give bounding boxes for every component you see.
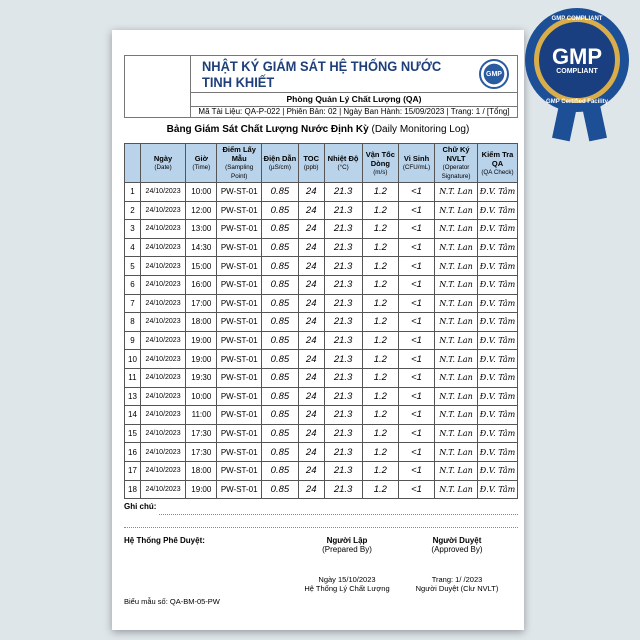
table-cell: 10 (125, 350, 141, 369)
table-cell: 1.2 (362, 461, 398, 480)
date-line-2: Hệ Thống Lý Chất Lượng (304, 584, 390, 593)
table-cell: 24 (298, 313, 324, 332)
table-cell: 1.2 (362, 313, 398, 332)
approved-en: (Approved By) (431, 545, 483, 554)
table-title (112, 124, 524, 135)
table-cell: Đ.V. Tâm (478, 387, 518, 406)
table-row (125, 238, 518, 257)
badge-main-text: GMP (551, 43, 603, 69)
table-cell: <1 (399, 238, 435, 257)
table-cell: 6 (125, 275, 141, 294)
page-line-2: Người Duyệt (Clư NVLT) (415, 584, 499, 593)
table-cell: <1 (399, 313, 435, 332)
table-cell: PW-ST-01 (217, 387, 262, 406)
table-cell: 24 (298, 387, 324, 406)
table-cell: Đ.V. Tâm (478, 406, 518, 425)
table-cell: 0.85 (261, 406, 298, 425)
badge-bottom-text: GMP Certified Facility (546, 99, 608, 105)
column-header: Vận Tốc Dòng (m/s) (362, 144, 398, 183)
table-cell: 0.85 (261, 424, 298, 443)
table-cell: 13 (125, 387, 141, 406)
table-cell: <1 (399, 275, 435, 294)
table-cell: PW-ST-01 (217, 461, 262, 480)
table-cell: 21.3 (324, 313, 362, 332)
table-cell: 21.3 (324, 294, 362, 313)
table-cell: 24/10/2023 (140, 183, 185, 202)
table-cell: PW-ST-01 (217, 443, 262, 462)
table-cell: 19:00 (186, 480, 217, 499)
table-cell: Đ.V. Tâm (478, 368, 518, 387)
table-cell: N.T. Lan (435, 313, 478, 332)
table-cell: N.T. Lan (435, 406, 478, 425)
table-cell: 16 (125, 443, 141, 462)
prepared-vi: Người Lập (326, 536, 368, 545)
table-cell: 1.2 (362, 331, 398, 350)
table-cell: 7 (125, 294, 141, 313)
table-cell: 24/10/2023 (140, 257, 185, 276)
table-cell: N.T. Lan (435, 424, 478, 443)
table-row (125, 350, 518, 369)
table-cell: 1.2 (362, 238, 398, 257)
table-cell: Đ.V. Tâm (478, 257, 518, 276)
table-cell: 24/10/2023 (140, 480, 185, 499)
table-cell: 24/10/2023 (140, 331, 185, 350)
table-cell: <1 (399, 183, 435, 202)
table-cell: 18:00 (186, 461, 217, 480)
table-cell: 24 (298, 424, 324, 443)
table-cell: 24 (298, 443, 324, 462)
table-cell: N.T. Lan (435, 294, 478, 313)
gmp-compliant-badge (525, 8, 629, 112)
table-cell: PW-ST-01 (217, 257, 262, 276)
table-cell: 1.2 (362, 350, 398, 369)
table-cell: 14 (125, 406, 141, 425)
table-row (125, 331, 518, 350)
subtitle-en: (Daily Monitoring Log) (371, 124, 470, 135)
table-cell: 0.85 (261, 201, 298, 220)
table-cell: Đ.V. Tâm (478, 220, 518, 239)
table-cell: PW-ST-01 (217, 350, 262, 369)
table-cell: 21.3 (324, 275, 362, 294)
table-cell: Đ.V. Tâm (478, 275, 518, 294)
table-cell: 21.3 (324, 350, 362, 369)
table-cell: 24 (298, 461, 324, 480)
table-cell: 24/10/2023 (140, 275, 185, 294)
table-row (125, 443, 518, 462)
document-title: NHẬT KÝ GIÁM SÁT HỆ THỐNG NƯỚC TINH KHIẾT (201, 58, 442, 90)
table-cell: 21.3 (324, 183, 362, 202)
table-cell: 21.3 (324, 480, 362, 499)
table-cell: 21.3 (324, 368, 362, 387)
table-cell: <1 (399, 368, 435, 387)
notes-section (124, 502, 518, 528)
table-row (125, 201, 518, 220)
table-cell: 1.2 (362, 220, 398, 239)
table-cell: 19:00 (186, 331, 217, 350)
prepared-by (307, 536, 387, 554)
table-cell: 17:30 (186, 424, 217, 443)
table-cell: 11:00 (186, 406, 217, 425)
table-cell: PW-ST-01 (217, 368, 262, 387)
badge-sub-text: COMPLIANT (556, 67, 598, 75)
table-cell: 1.2 (362, 424, 398, 443)
table-cell: 18 (125, 480, 141, 499)
table-cell: 24/10/2023 (140, 461, 185, 480)
badge-ring (534, 17, 620, 103)
table-cell: 24/10/2023 (140, 387, 185, 406)
table-cell: <1 (399, 424, 435, 443)
table-cell: Đ.V. Tâm (478, 443, 518, 462)
table-cell: 24/10/2023 (140, 220, 185, 239)
table-cell: N.T. Lan (435, 275, 478, 294)
date-block (292, 575, 402, 593)
table-cell: 17:30 (186, 443, 217, 462)
badge-top-text: GMP COMPLIANT (551, 16, 603, 22)
logo-placeholder (125, 56, 191, 117)
table-cell: PW-ST-01 (217, 480, 262, 499)
table-cell: 24 (298, 238, 324, 257)
table-cell: 0.85 (261, 331, 298, 350)
table-cell: 24 (298, 350, 324, 369)
table-cell: N.T. Lan (435, 331, 478, 350)
table-cell: 12:00 (186, 201, 217, 220)
table-cell: 24 (298, 331, 324, 350)
column-header: Kiểm Tra QA (QA Check) (478, 144, 518, 183)
table-cell: 0.85 (261, 368, 298, 387)
table-cell: Đ.V. Tâm (478, 294, 518, 313)
column-header: TOC (ppb) (298, 144, 324, 183)
table-cell: 21.3 (324, 201, 362, 220)
table-row (125, 461, 518, 480)
table-cell: PW-ST-01 (217, 294, 262, 313)
table-cell: N.T. Lan (435, 387, 478, 406)
table-cell: N.T. Lan (435, 368, 478, 387)
table-cell: 24/10/2023 (140, 424, 185, 443)
table-cell: 13:00 (186, 220, 217, 239)
column-header: Điện Dẫn (µS/cm) (261, 144, 298, 183)
notes-line[interactable] (159, 502, 518, 515)
table-cell: 24/10/2023 (140, 313, 185, 332)
table-cell: 19:30 (186, 368, 217, 387)
table-cell: 1 (125, 183, 141, 202)
table-cell: 24/10/2023 (140, 201, 185, 220)
table-cell: 1.2 (362, 201, 398, 220)
table-cell: 17:00 (186, 294, 217, 313)
table-cell: 21.3 (324, 387, 362, 406)
table-cell: <1 (399, 443, 435, 462)
table-cell: 0.85 (261, 238, 298, 257)
table-cell: 0.85 (261, 350, 298, 369)
table-cell: 21.3 (324, 238, 362, 257)
table-row (125, 220, 518, 239)
notes-line[interactable] (124, 515, 518, 528)
table-cell: PW-ST-01 (217, 406, 262, 425)
table-cell: <1 (399, 461, 435, 480)
table-cell: <1 (399, 350, 435, 369)
table-cell: 24 (298, 201, 324, 220)
table-cell: 21.3 (324, 461, 362, 480)
document-meta: Mã Tài Liệu: QA-P-022 | Phiên Bản: 02 | Ngày Ban Hành: 15/09/2023 | Trang: 1 / [Tổng] (198, 107, 510, 116)
table-cell: 18:00 (186, 313, 217, 332)
table-cell: 21.3 (324, 220, 362, 239)
table-row (125, 275, 518, 294)
table-cell: N.T. Lan (435, 238, 478, 257)
table-cell: 24/10/2023 (140, 350, 185, 369)
table-cell: 24 (298, 368, 324, 387)
table-cell: 24/10/2023 (140, 443, 185, 462)
table-cell: 0.85 (261, 313, 298, 332)
table-cell: Đ.V. Tâm (478, 201, 518, 220)
table-cell: 2 (125, 201, 141, 220)
table-cell: PW-ST-01 (217, 331, 262, 350)
column-header: Nhiệt Độ (°C) (324, 144, 362, 183)
table-row (125, 387, 518, 406)
notes-label: Ghi chú: (124, 502, 157, 511)
table-row (125, 183, 518, 202)
table-cell: N.T. Lan (435, 350, 478, 369)
table-cell: 10:00 (186, 387, 217, 406)
table-cell: Đ.V. Tâm (478, 183, 518, 202)
table-cell: 24/10/2023 (140, 406, 185, 425)
table-cell: PW-ST-01 (217, 275, 262, 294)
table-cell: 24/10/2023 (140, 294, 185, 313)
table-cell: Đ.V. Tâm (478, 424, 518, 443)
column-header: Vi Sinh (CFU/mL) (399, 144, 435, 183)
table-cell: 16:00 (186, 275, 217, 294)
table-cell: 4 (125, 238, 141, 257)
column-header: Giờ (Time) (186, 144, 217, 183)
table-cell: 21.3 (324, 406, 362, 425)
table-row (125, 368, 518, 387)
table-cell: 24 (298, 294, 324, 313)
table-cell: 24 (298, 406, 324, 425)
table-cell: PW-ST-01 (217, 201, 262, 220)
table-cell: 0.85 (261, 480, 298, 499)
table-cell: Đ.V. Tâm (478, 480, 518, 499)
table-cell: 3 (125, 220, 141, 239)
table-cell: N.T. Lan (435, 461, 478, 480)
table-row (125, 480, 518, 499)
table-cell: N.T. Lan (435, 443, 478, 462)
table-cell: 0.85 (261, 387, 298, 406)
table-cell: 5 (125, 257, 141, 276)
table-cell: 0.85 (261, 220, 298, 239)
table-cell: 21.3 (324, 257, 362, 276)
column-header: Chữ Ký NVLT (Operator Signature) (435, 144, 478, 183)
table-cell: 14:30 (186, 238, 217, 257)
table-cell: 1.2 (362, 275, 398, 294)
table-cell: 17 (125, 461, 141, 480)
column-header: Điểm Lấy Mẫu (Sampling Point) (217, 144, 262, 183)
table-cell: 1.2 (362, 406, 398, 425)
table-cell: 10:00 (186, 183, 217, 202)
table-cell: N.T. Lan (435, 257, 478, 276)
table-cell: 19:00 (186, 350, 217, 369)
document-page (112, 30, 524, 630)
approved-vi: Người Duyệt (432, 536, 482, 545)
table-cell: 24/10/2023 (140, 238, 185, 257)
table-cell: N.T. Lan (435, 183, 478, 202)
table-cell: 1.2 (362, 257, 398, 276)
page-line: Trang: 1/ /2023 (431, 575, 483, 584)
table-cell: 1.2 (362, 387, 398, 406)
table-cell: 24/10/2023 (140, 368, 185, 387)
table-cell: 21.3 (324, 424, 362, 443)
table-cell: 11 (125, 368, 141, 387)
table-cell: <1 (399, 406, 435, 425)
table-cell: <1 (399, 294, 435, 313)
monitoring-table (124, 143, 518, 499)
table-cell: PW-ST-01 (217, 220, 262, 239)
table-cell: <1 (399, 220, 435, 239)
table-cell: Đ.V. Tâm (478, 331, 518, 350)
table-cell: 1.2 (362, 480, 398, 499)
table-cell: PW-ST-01 (217, 424, 262, 443)
table-cell: <1 (399, 387, 435, 406)
table-cell: Đ.V. Tâm (478, 313, 518, 332)
table-cell: Đ.V. Tâm (478, 350, 518, 369)
table-cell: 1.2 (362, 368, 398, 387)
gmp-seal-icon: GMP (479, 59, 509, 89)
table-cell: 0.85 (261, 257, 298, 276)
department: Phòng Quản Lý Chất Lượng (QA) (191, 92, 517, 107)
table-cell: 9 (125, 331, 141, 350)
table-row (125, 424, 518, 443)
table-cell: 24 (298, 257, 324, 276)
table-cell: 24 (298, 220, 324, 239)
date-line: Ngày 15/10/2023 (318, 575, 376, 584)
table-cell: N.T. Lan (435, 220, 478, 239)
table-cell: 8 (125, 313, 141, 332)
table-cell: PW-ST-01 (217, 183, 262, 202)
table-cell: N.T. Lan (435, 480, 478, 499)
table-row (125, 257, 518, 276)
page-block (407, 575, 507, 593)
table-cell: 15 (125, 424, 141, 443)
table-cell: 21.3 (324, 331, 362, 350)
table-cell: 24 (298, 183, 324, 202)
table-row (125, 406, 518, 425)
table-cell: 21.3 (324, 443, 362, 462)
table-row (125, 294, 518, 313)
table-cell: 24 (298, 275, 324, 294)
table-cell: 1.2 (362, 183, 398, 202)
table-cell: N.T. Lan (435, 201, 478, 220)
document-header (124, 55, 518, 118)
table-cell: 0.85 (261, 275, 298, 294)
prepared-en: (Prepared By) (322, 545, 372, 554)
table-cell: <1 (399, 480, 435, 499)
table-cell: 0.85 (261, 183, 298, 202)
column-header: Ngày (Date) (140, 144, 185, 183)
column-header (125, 144, 141, 183)
subtitle-vi: Bảng Giám Sát Chất Lượng Nước Định Kỳ (166, 124, 369, 135)
table-cell: 0.85 (261, 294, 298, 313)
form-number: Biểu mẫu số: QA-BM-05-PW (124, 597, 220, 606)
approval-label: Hệ Thống Phê Duyệt: (124, 536, 205, 545)
table-cell: <1 (399, 257, 435, 276)
table-cell: <1 (399, 331, 435, 350)
table-cell: <1 (399, 201, 435, 220)
approved-by (417, 536, 497, 554)
table-row (125, 313, 518, 332)
table-cell: PW-ST-01 (217, 313, 262, 332)
table-cell: Đ.V. Tâm (478, 461, 518, 480)
table-cell: 24 (298, 480, 324, 499)
table-cell: PW-ST-01 (217, 238, 262, 257)
table-cell: 0.85 (261, 461, 298, 480)
table-cell: 1.2 (362, 443, 398, 462)
table-cell: 1.2 (362, 294, 398, 313)
table-cell: 0.85 (261, 443, 298, 462)
table-cell: 15:00 (186, 257, 217, 276)
table-cell: Đ.V. Tâm (478, 238, 518, 257)
